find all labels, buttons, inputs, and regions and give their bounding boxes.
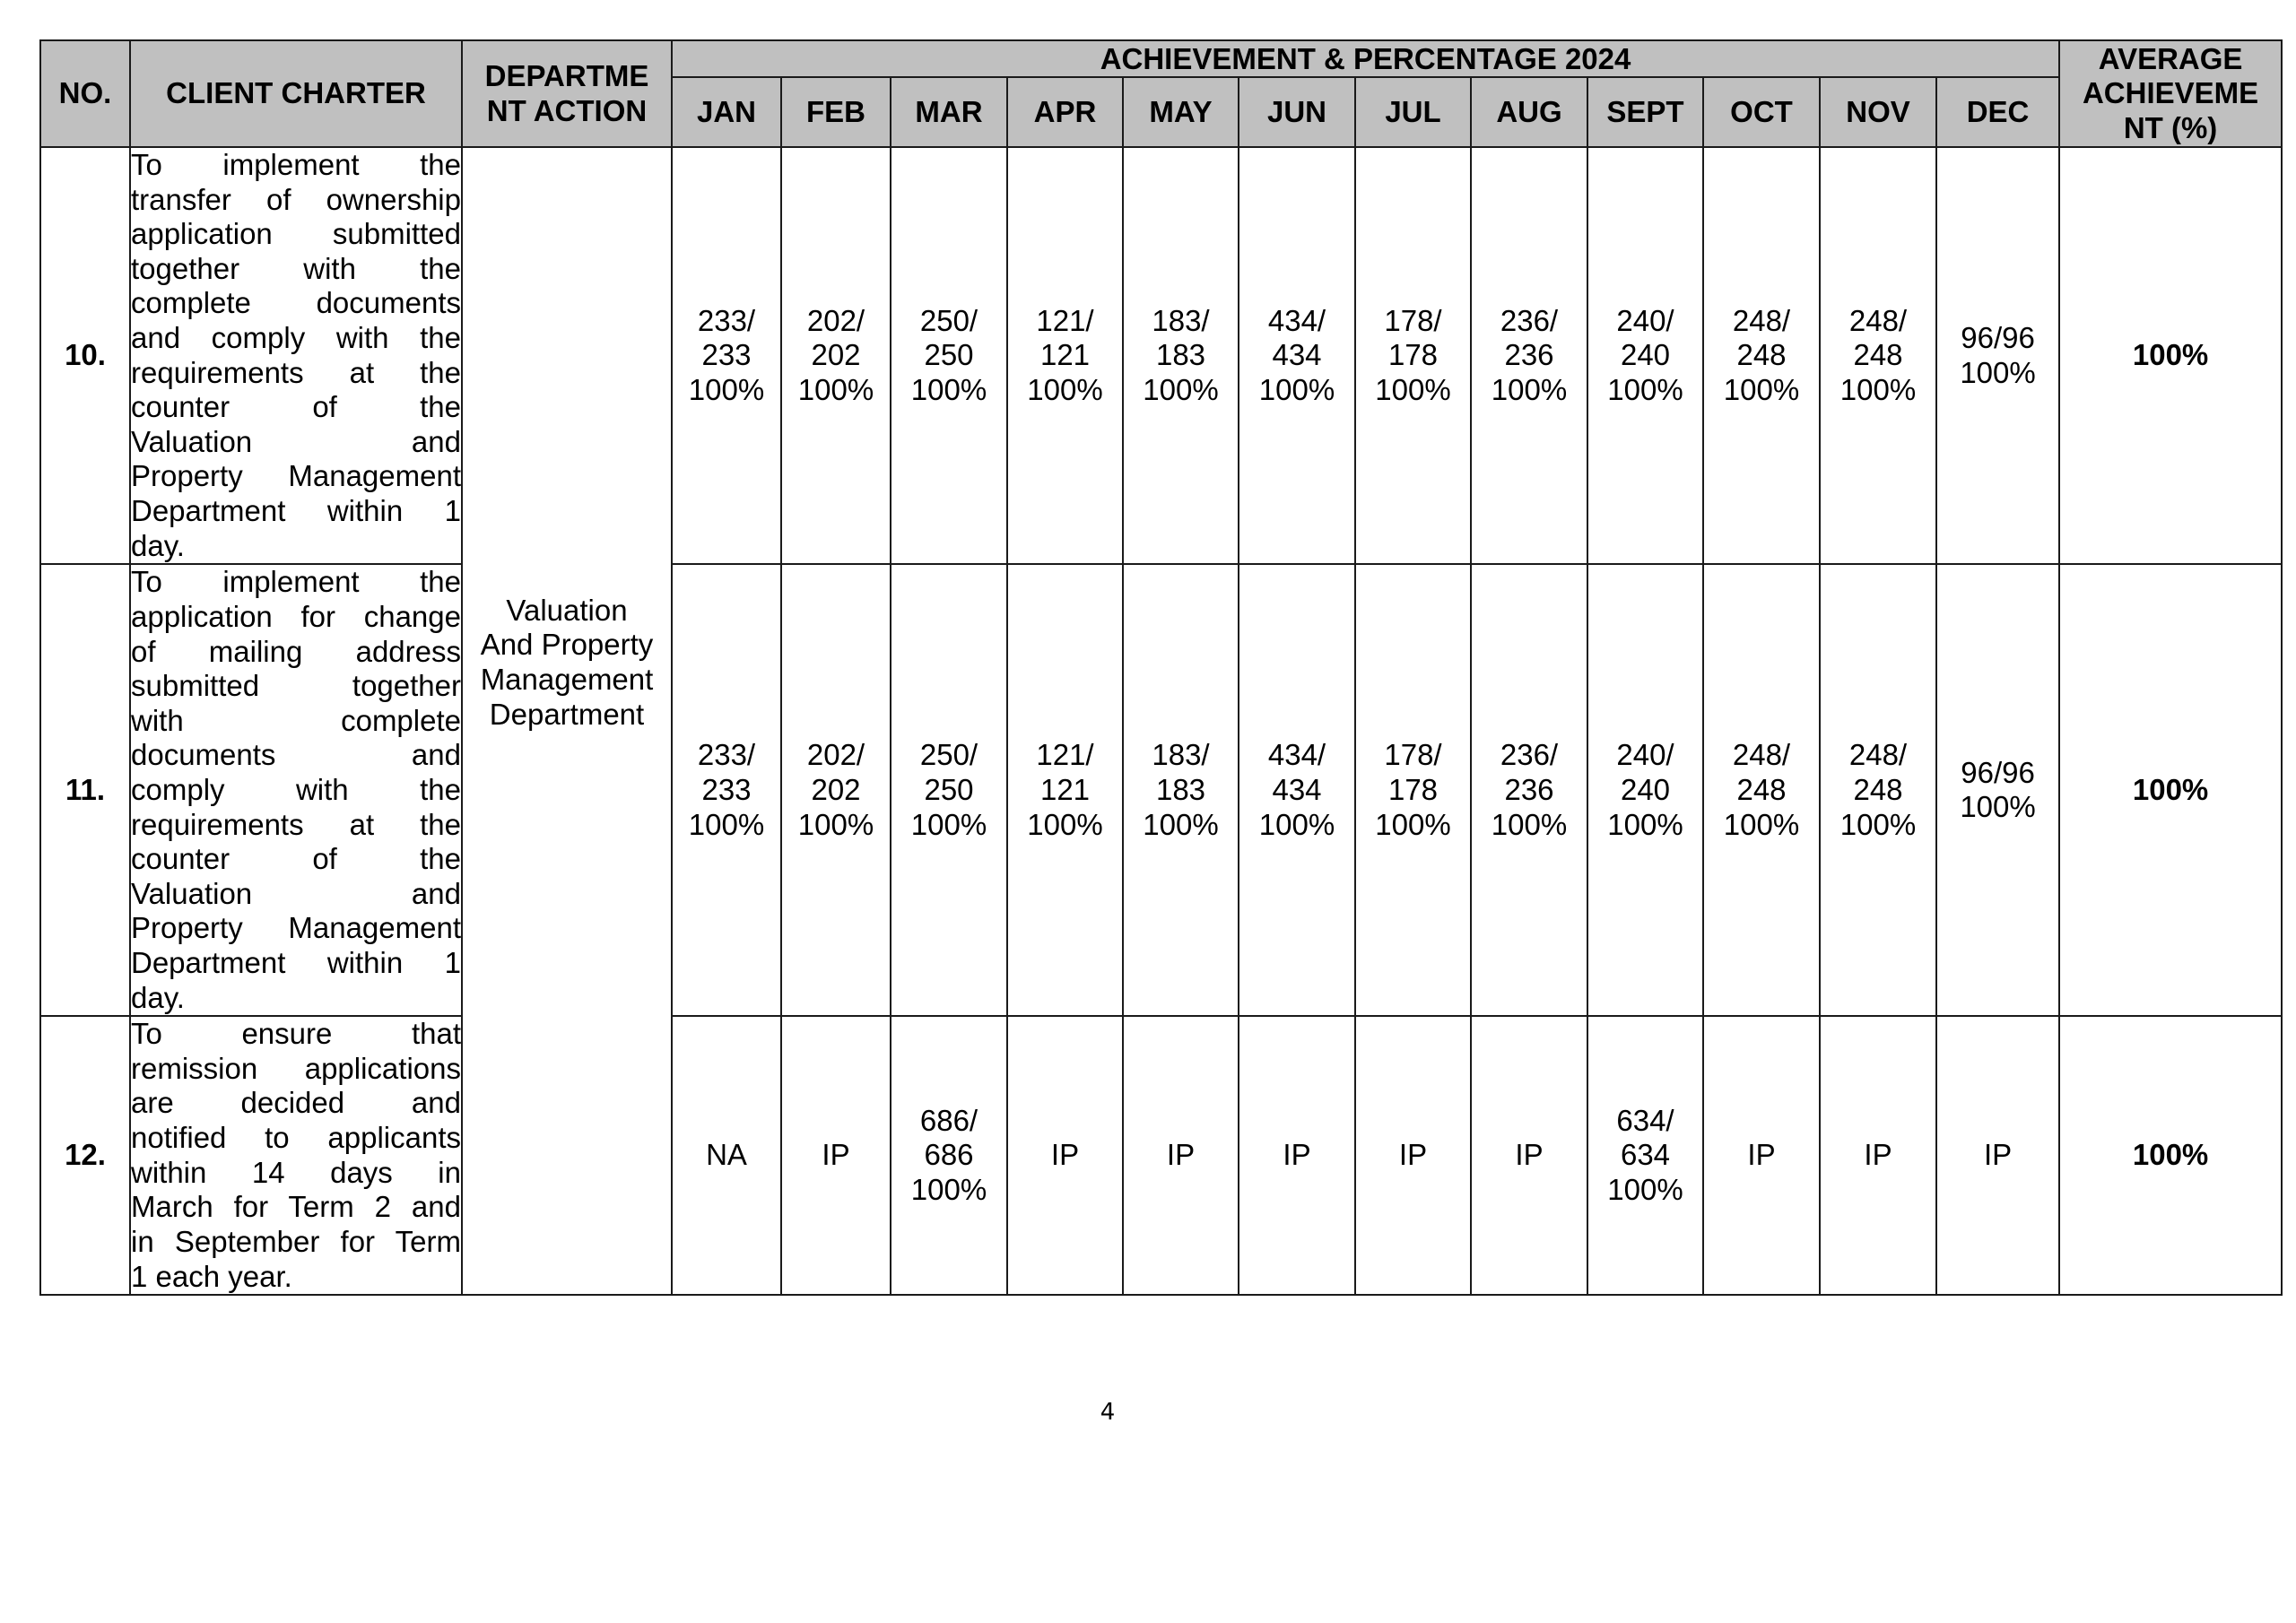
- value-cell-aug: [1471, 1016, 1587, 1295]
- value-cell-apr: [1007, 564, 1123, 1016]
- value-line: 240/: [1616, 738, 1674, 772]
- charter-line: and comply with the: [131, 321, 461, 355]
- value-line: 236/: [1500, 738, 1559, 772]
- value-line: 100%: [1839, 372, 1917, 406]
- value-line: 100%: [910, 372, 987, 406]
- value-line: 100%: [1607, 807, 1683, 841]
- value-line: 100%: [910, 1172, 987, 1206]
- average-achievement-value: 100%: [2059, 147, 2282, 564]
- value-line: 233: [701, 772, 752, 806]
- value-line: 183: [1155, 772, 1206, 806]
- department-name-line: Management: [480, 663, 654, 697]
- value-line: 100%: [1607, 1172, 1683, 1206]
- value-line: 100%: [1143, 807, 1219, 841]
- value-line: 202/: [806, 738, 865, 772]
- value-line: 100%: [1491, 372, 1568, 406]
- value-cell-jun: [1239, 1016, 1355, 1295]
- header-average-achievement: AVERAGE ACHIEVEME NT (%): [2059, 40, 2282, 147]
- value-cell-mar: [891, 564, 1007, 1016]
- value-cell-may: [1123, 564, 1239, 1016]
- header-month-may: MAY: [1123, 77, 1239, 147]
- value-line: 100%: [1723, 807, 1800, 841]
- value-cell-jul: [1355, 147, 1471, 564]
- department-name-line: And Property: [480, 628, 654, 662]
- value-line: 686: [924, 1138, 974, 1172]
- charter-line: March for Term 2 and: [131, 1190, 461, 1224]
- value-cell-apr: [1007, 1016, 1123, 1295]
- charter-line: are decided and: [131, 1086, 461, 1120]
- value-line: 233/: [697, 303, 756, 337]
- value-line: 250/: [919, 738, 978, 772]
- charter-line: complete documents: [131, 286, 461, 320]
- charter-line: comply with the: [131, 772, 461, 806]
- header-month-feb: FEB: [781, 77, 891, 147]
- value-line: IP: [1283, 1138, 1311, 1172]
- header-month-sept: SEPT: [1587, 77, 1703, 147]
- value-line: 434/: [1267, 738, 1326, 772]
- table-body: [40, 147, 2282, 1295]
- charter-line: with complete: [131, 703, 461, 737]
- value-cell-feb: [781, 147, 891, 564]
- value-cell-nov: [1820, 147, 1936, 564]
- value-line: 236: [1504, 338, 1554, 372]
- value-line: 100%: [1839, 807, 1917, 841]
- value-line: 100%: [1143, 372, 1219, 406]
- value-line: 236: [1504, 772, 1554, 806]
- value-line: 634: [1620, 1138, 1671, 1172]
- value-cell-dec: [1936, 147, 2059, 564]
- value-line: 233: [701, 338, 752, 372]
- charter-line: application for change: [131, 599, 461, 633]
- department-name-line: Department: [489, 697, 645, 731]
- charter-line: in September for Term: [131, 1224, 461, 1258]
- value-line: 121/: [1036, 738, 1094, 772]
- value-line: 233/: [697, 738, 756, 772]
- charter-line: documents and: [131, 738, 461, 772]
- charter-line: counter of the: [131, 390, 461, 424]
- charter-line: notified to applicants: [131, 1121, 461, 1155]
- value-line: 178/: [1384, 303, 1442, 337]
- value-line: 100%: [688, 807, 765, 841]
- charter-line: application submitted: [131, 217, 461, 251]
- value-line: 100%: [1960, 790, 2036, 824]
- value-cell-oct: [1703, 147, 1820, 564]
- value-line: 248/: [1848, 303, 1908, 337]
- charter-line: remission applications: [131, 1051, 461, 1085]
- charter-line: Department within 1: [131, 494, 461, 528]
- header-month-jul: JUL: [1355, 77, 1471, 147]
- charter-line: requirements at the: [131, 355, 461, 389]
- value-line: 202/: [806, 303, 865, 337]
- value-line: 100%: [910, 807, 987, 841]
- average-achievement-value: 100%: [2059, 1016, 2282, 1295]
- value-line: 248: [1736, 772, 1787, 806]
- client-charter-text: [130, 1016, 462, 1295]
- value-cell-sept: [1587, 1016, 1703, 1295]
- value-line: 240: [1620, 772, 1671, 806]
- client-charter-text: [130, 564, 462, 1016]
- header-month-nov: NOV: [1820, 77, 1936, 147]
- charter-line: submitted together: [131, 669, 461, 703]
- value-cell-nov: [1820, 1016, 1936, 1295]
- value-line: IP: [1398, 1138, 1428, 1172]
- value-line: 100%: [1491, 807, 1568, 841]
- value-line: 236/: [1500, 303, 1559, 337]
- value-line: 121: [1039, 338, 1091, 372]
- value-line: 202: [811, 338, 861, 372]
- value-cell-jan: [672, 564, 781, 1016]
- value-line: 178: [1387, 772, 1439, 806]
- value-line: 202: [811, 772, 861, 806]
- value-line: 121: [1039, 772, 1091, 806]
- value-line: 121/: [1036, 303, 1094, 337]
- value-line: 250: [924, 338, 974, 372]
- value-line: 248: [1736, 338, 1787, 372]
- value-line: 248/: [1732, 303, 1791, 337]
- charter-line: Property Management: [131, 911, 461, 945]
- value-cell-oct: [1703, 1016, 1820, 1295]
- charter-line: day.: [131, 528, 185, 562]
- table-row: [40, 147, 2282, 564]
- value-cell-may: [1123, 1016, 1239, 1295]
- header-no: NO.: [40, 40, 130, 147]
- value-line: 100%: [1258, 372, 1335, 406]
- header-month-mar: MAR: [891, 77, 1007, 147]
- value-line: 183/: [1152, 738, 1210, 772]
- charter-line: 1 each year.: [131, 1259, 292, 1293]
- charter-line: To ensure that: [131, 1017, 461, 1051]
- row-number: 11.: [40, 564, 130, 1016]
- value-line: 686/: [919, 1103, 978, 1137]
- charter-line: together with the: [131, 251, 461, 285]
- header-month-oct: OCT: [1703, 77, 1820, 147]
- value-line: 100%: [797, 372, 874, 406]
- row-number: 12.: [40, 1016, 130, 1295]
- value-line: 250: [924, 772, 974, 806]
- charter-line: Property Management: [131, 459, 461, 493]
- value-cell-jan: [672, 147, 781, 564]
- value-line: 248: [1853, 338, 1903, 372]
- value-cell-aug: [1471, 147, 1587, 564]
- value-cell-jun: [1239, 147, 1355, 564]
- value-cell-apr: [1007, 147, 1123, 564]
- value-cell-sept: [1587, 564, 1703, 1016]
- value-cell-jun: [1239, 564, 1355, 1016]
- value-line: IP: [1515, 1138, 1544, 1172]
- charter-line: Valuation and: [131, 876, 461, 910]
- header-month-jun: JUN: [1239, 77, 1355, 147]
- value-cell-dec: [1936, 1016, 2059, 1295]
- header-month-dec: DEC: [1936, 77, 2059, 147]
- value-line: 434: [1272, 772, 1322, 806]
- header-department-action: DEPARTME NT ACTION: [462, 40, 672, 147]
- charter-line: of mailing address: [131, 634, 461, 668]
- header-month-jan: JAN: [672, 77, 781, 147]
- value-cell-mar: [891, 1016, 1007, 1295]
- row-number: 10.: [40, 147, 130, 564]
- value-cell-mar: [891, 147, 1007, 564]
- value-line: NA: [706, 1138, 747, 1172]
- value-line: 634/: [1616, 1103, 1674, 1137]
- value-line: 178/: [1384, 738, 1442, 772]
- value-line: 248/: [1732, 738, 1791, 772]
- value-line: IP: [1983, 1138, 2013, 1172]
- value-cell-jan: [672, 1016, 781, 1295]
- value-cell-feb: [781, 1016, 891, 1295]
- value-line: 100%: [1258, 807, 1335, 841]
- value-cell-feb: [781, 564, 891, 1016]
- value-line: 100%: [1375, 372, 1451, 406]
- value-line: 100%: [1960, 355, 2036, 389]
- value-cell-may: [1123, 147, 1239, 564]
- value-cell-oct: [1703, 564, 1820, 1016]
- value-cell-jul: [1355, 1016, 1471, 1295]
- value-line: 248: [1853, 772, 1903, 806]
- charter-line: day.: [131, 980, 185, 1014]
- value-line: 100%: [1723, 372, 1800, 406]
- value-line: IP: [1050, 1138, 1080, 1172]
- value-line: 183/: [1152, 303, 1210, 337]
- charter-line: counter of the: [131, 842, 461, 876]
- value-line: 100%: [1375, 807, 1451, 841]
- value-line: 248/: [1848, 738, 1908, 772]
- value-line: 100%: [797, 807, 874, 841]
- value-line: 240: [1620, 338, 1671, 372]
- charter-line: Valuation and: [131, 424, 461, 458]
- value-line: 96/96: [1961, 321, 2035, 355]
- value-cell-dec: [1936, 564, 2059, 1016]
- value-line: 250/: [919, 303, 978, 337]
- department-action-cell: [462, 147, 672, 1295]
- average-achievement-value: 100%: [2059, 564, 2282, 1016]
- charter-line: within 14 days in: [131, 1155, 461, 1189]
- client-charter-text: [130, 147, 462, 564]
- charter-line: transfer of ownership: [131, 182, 461, 216]
- value-cell-jul: [1355, 564, 1471, 1016]
- charter-line: Department within 1: [131, 946, 461, 980]
- header-achievement-title: ACHIEVEMENT & PERCENTAGE 2024: [672, 40, 2059, 77]
- table-row: [40, 1016, 2282, 1295]
- value-line: 100%: [1027, 372, 1103, 406]
- value-cell-aug: [1471, 564, 1587, 1016]
- value-line: IP: [1747, 1138, 1776, 1172]
- value-line: 183: [1155, 338, 1206, 372]
- page-number: 4: [1100, 1399, 1116, 1426]
- table-row: [40, 564, 2282, 1016]
- charter-line: To implement the: [131, 148, 461, 181]
- charter-line: requirements at the: [131, 807, 461, 841]
- header-month-aug: AUG: [1471, 77, 1587, 147]
- value-line: 434: [1272, 338, 1322, 372]
- header-month-apr: APR: [1007, 77, 1123, 147]
- value-line: 100%: [1607, 372, 1683, 406]
- value-line: IP: [1166, 1138, 1196, 1172]
- value-line: 178: [1387, 338, 1439, 372]
- client-charter-table: [39, 39, 2283, 1296]
- value-line: 96/96: [1961, 755, 2035, 789]
- value-line: 100%: [1027, 807, 1103, 841]
- charter-line: To implement the: [131, 565, 461, 599]
- value-line: 240/: [1616, 303, 1674, 337]
- header-client-charter: CLIENT CHARTER: [130, 40, 462, 147]
- value-line: IP: [822, 1138, 850, 1172]
- value-line: 434/: [1267, 303, 1326, 337]
- value-cell-nov: [1820, 564, 1936, 1016]
- department-name-line: Valuation: [506, 593, 628, 627]
- value-line: 100%: [688, 372, 765, 406]
- header-row-top: [40, 40, 2282, 77]
- value-line: IP: [1864, 1138, 1892, 1172]
- value-cell-sept: [1587, 147, 1703, 564]
